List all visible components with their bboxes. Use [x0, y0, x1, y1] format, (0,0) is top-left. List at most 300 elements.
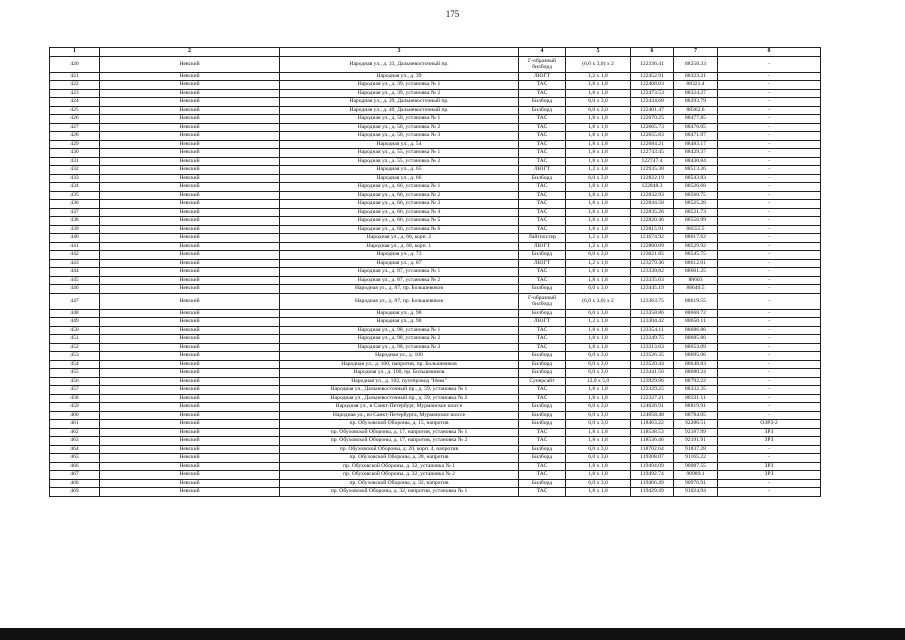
table-cell: Народная ул., д. 66, установка № 6: [280, 225, 519, 234]
table-cell: 123354.11: [631, 326, 674, 335]
table-cell: -: [718, 318, 821, 327]
table-cell: 88293.79: [674, 98, 718, 107]
table-cell: -: [718, 377, 821, 386]
table-cell: 1,8 х 1,8: [566, 115, 631, 124]
table-cell: пр. Обуховской Обороны, д. 28, напротив: [280, 454, 519, 463]
table-cell: ТАС: [519, 343, 566, 352]
table-cell: -: [718, 98, 821, 107]
table-cell: 1,8 х 1,8: [566, 157, 631, 166]
table-cell: 425: [50, 106, 100, 115]
table-cell: Билборд: [519, 411, 566, 420]
table-cell: Невский: [100, 251, 280, 260]
table-row: [50, 285, 821, 294]
table-cell: 88619.55: [674, 293, 718, 309]
table-cell: 1,2 х 1,8: [566, 318, 631, 327]
table-cell: Невский: [100, 242, 280, 251]
table-cell: Невский: [100, 479, 280, 488]
table-cell: Невский: [100, 462, 280, 471]
table-cell: -: [718, 479, 821, 488]
table-cell: 88653.09: [674, 343, 718, 352]
table-cell: 119492.74: [631, 471, 674, 480]
table-row: [50, 123, 821, 132]
table-cell: 88685.86: [674, 335, 718, 344]
table-cell: ТАС: [519, 394, 566, 403]
table-cell: 88513.26: [674, 166, 718, 175]
table-cell: 1,8 х 1,8: [566, 200, 631, 209]
table-cell: 121674.92: [631, 234, 674, 243]
table-cell: 434: [50, 183, 100, 192]
table-cell: Невский: [100, 115, 280, 124]
table-cell: 1,2 х 1,8: [566, 166, 631, 175]
table-cell: Народная ул., д. 98, установка № 2: [280, 335, 519, 344]
table-cell: 1,2 х 1,8: [566, 72, 631, 81]
table-cell: -: [718, 293, 821, 309]
table-cell: 123358.86: [631, 309, 674, 318]
table-cell: 122747.4: [631, 157, 674, 166]
table-cell: 122815.91: [631, 225, 674, 234]
table-cell: Невский: [100, 149, 280, 158]
table-row: [50, 208, 821, 217]
table-cell: 88792.22: [674, 377, 718, 386]
table-row: [50, 386, 821, 395]
table-cell: -: [718, 251, 821, 260]
table-cell: Народная ул., Дальневосточный пр., д. 59, установка № 1: [280, 386, 519, 395]
table-cell: Невский: [100, 200, 280, 209]
table-cell: -: [718, 89, 821, 98]
table-row: [50, 56, 821, 72]
table-cell: 88650.11: [674, 318, 718, 327]
table-row: [50, 166, 821, 175]
table-row: [50, 293, 821, 309]
table-row: [50, 89, 821, 98]
table-cell: 436: [50, 200, 100, 209]
table-row: [50, 81, 821, 90]
table-cell: пр. Обуховской Обороны, д. 15, напротив: [280, 420, 519, 429]
table-cell: Народная ул., д. 65: [280, 166, 519, 175]
table-cell: ЗРЗ: [718, 462, 821, 471]
table-cell: ТАС: [519, 276, 566, 285]
table-cell: 453: [50, 352, 100, 361]
table-cell: Невский: [100, 386, 280, 395]
table-cell: 123021.85: [631, 251, 674, 260]
table-cell: 88525.28: [674, 200, 718, 209]
scan-edge-bar: [0, 628, 905, 640]
table-cell: 90976.91: [674, 479, 718, 488]
table-cell: Невский: [100, 428, 280, 437]
table-cell: Невский: [100, 98, 280, 107]
table-cell: 6,0 х 3,0: [566, 369, 631, 378]
table-cell: 123929.96: [631, 377, 674, 386]
table-cell: 422: [50, 81, 100, 90]
table-cell: 88601.25: [674, 268, 718, 277]
table-cell: 6,0 х 3,0: [566, 285, 631, 294]
table-cell: 88556.99: [674, 217, 718, 226]
table-cell: 119466.49: [631, 479, 674, 488]
table-cell: Невский: [100, 352, 280, 361]
table-cell: -: [718, 234, 821, 243]
table-cell: Невский: [100, 259, 280, 268]
table-row: [50, 72, 821, 81]
table-cell: 91837.28: [674, 445, 718, 454]
table-cell: ЛЮГТ: [519, 166, 566, 175]
table-cell: 88529.92: [674, 242, 718, 251]
table-cell: Народная ул., д. 66: [280, 174, 519, 183]
table-cell: пр. Обуховской Обороны, д. 32, установка № 1: [280, 462, 519, 471]
table-cell: 122822.19: [631, 174, 674, 183]
table-cell: Народная ул., д. 55, установка № 2: [280, 157, 519, 166]
table-cell: Народная ул., д. 55, установка № 1: [280, 149, 519, 158]
table-cell: Народная ул., д. 39, установка № 2: [280, 89, 519, 98]
table-cell: Народная ул., д. 102, путепровод "Нева": [280, 377, 519, 386]
table-cell: Народная ул., из Санкт-Петербурга, Мурманское шоссе: [280, 411, 519, 420]
table-cell: 450: [50, 326, 100, 335]
table-cell: 431: [50, 157, 100, 166]
table-cell: 91165.22: [674, 454, 718, 463]
table-cell: Народная ул., д. 100, напротив, пр. Большевиков: [280, 360, 519, 369]
table-cell: Невский: [100, 394, 280, 403]
table-cell: 1,8 х 1,8: [566, 89, 631, 98]
table-cell: 122665.73: [631, 123, 674, 132]
table-cell: Билборд: [519, 369, 566, 378]
table-cell: -: [718, 56, 821, 72]
table-cell: ЛЮГТ: [519, 318, 566, 327]
table-cell: ТАС: [519, 149, 566, 158]
table-cell: пр. Обуховской Обороны, д. 32, напротив, установка № 1: [280, 488, 519, 497]
table-cell: Невский: [100, 454, 280, 463]
table-cell: 451: [50, 335, 100, 344]
table-cell: 1,8 х 1,8: [566, 437, 631, 446]
table-cell: Билборд: [519, 106, 566, 115]
table-cell: -: [718, 200, 821, 209]
table-cell: 122655.83: [631, 132, 674, 141]
table-cell: 1,8 х 1,8: [566, 208, 631, 217]
table-cell: Народная ул., д. 66, установка № 1: [280, 183, 519, 192]
table-cell: ТАС: [519, 326, 566, 335]
table-cell: 429: [50, 140, 100, 149]
table-cell: ТАС: [519, 89, 566, 98]
table-cell: Народная ул., д. 100, пр. Большевиков: [280, 369, 519, 378]
table-cell: Билборд: [519, 309, 566, 318]
table-cell: 1,8 х 1,8: [566, 335, 631, 344]
table-row: [50, 462, 821, 471]
column-header: 8: [718, 48, 821, 57]
table-cell: Невский: [100, 285, 280, 294]
table-header-row: [50, 48, 821, 57]
table-cell: 92187.99: [674, 428, 718, 437]
table-cell: Невский: [100, 420, 280, 429]
table-cell: 463: [50, 437, 100, 446]
table-cell: ТАС: [519, 462, 566, 471]
table-cell: ТАС: [519, 208, 566, 217]
table-cell: 88321.4: [674, 81, 718, 90]
table-cell: Невский: [100, 72, 280, 81]
table-row: [50, 242, 821, 251]
table-cell: Народная ул., д. 87, установка № 1: [280, 268, 519, 277]
table-cell: 118536.46: [631, 437, 674, 446]
table-cell: 90989.1: [674, 471, 718, 480]
table-cell: 427: [50, 123, 100, 132]
table-cell: Народная ул., д. 39, Дальневосточный пр.: [280, 98, 519, 107]
table-cell: Невский: [100, 183, 280, 192]
table-cell: -: [718, 225, 821, 234]
table-cell: 6,0 х 3,0: [566, 352, 631, 361]
column-header: 4: [519, 48, 566, 57]
table-cell: 123304.42: [631, 318, 674, 327]
table-cell: Народная ул., д. 68, корп. 1: [280, 242, 519, 251]
table-cell: ТАС: [519, 81, 566, 90]
table-cell: Невский: [100, 191, 280, 200]
table-cell: пр. Обуховской Обороны, д. 32, напротив: [280, 479, 519, 488]
table-row: [50, 445, 821, 454]
table-row: [50, 318, 821, 327]
table-cell: 1,8 х 1,8: [566, 326, 631, 335]
table-cell: пр. Обуховской Обороны, д. 17, напротив, установка № 2: [280, 437, 519, 446]
table-cell: 12,0 х 5,0: [566, 377, 631, 386]
table-cell: 439: [50, 225, 100, 234]
table-cell: -: [718, 335, 821, 344]
table-cell: 88017.62: [674, 234, 718, 243]
table-cell: Народная ул., д. 33, Дальневосточный пр.: [280, 56, 519, 72]
table-cell: 118463.22: [631, 420, 674, 429]
table-cell: Невский: [100, 123, 280, 132]
table-cell: Народная ул., д. 98, установка № 1: [280, 326, 519, 335]
table-row: [50, 140, 821, 149]
table-cell: Народная ул., в Санкт-Петербург, Мурманское шоссе: [280, 403, 519, 412]
table-cell: 6,0 х 3,0: [566, 479, 631, 488]
table-cell: -: [718, 386, 821, 395]
table-row: [50, 225, 821, 234]
table-cell: 88477.85: [674, 115, 718, 124]
table-cell: 88258.33: [674, 56, 718, 72]
table-row: [50, 326, 821, 335]
table-body: [50, 56, 821, 496]
table-cell: 6,0 х 3,0: [566, 106, 631, 115]
table-cell: 438: [50, 217, 100, 226]
table-cell: 88331.11: [674, 394, 718, 403]
table-row: [50, 115, 821, 124]
table-cell: 1,2 х 1,8: [566, 234, 631, 243]
page-number: 175: [445, 9, 460, 19]
table-cell: Народная ул., д. 39, установка № 1: [280, 81, 519, 90]
table-cell: 122452.91: [631, 72, 674, 81]
table-cell: Народная ул., д. 66, установка № 5: [280, 217, 519, 226]
table-cell: 6,0 х 3,0: [566, 411, 631, 420]
table-cell: 122401.47: [631, 106, 674, 115]
table-cell: 118538.53: [631, 428, 674, 437]
table-cell: 449: [50, 318, 100, 327]
table-cell: Билборд: [519, 454, 566, 463]
table-cell: Невский: [100, 377, 280, 386]
table-cell: 435: [50, 191, 100, 200]
table-cell: Невский: [100, 208, 280, 217]
table-cell: Невский: [100, 89, 280, 98]
table-cell: 123363.75: [631, 293, 674, 309]
table-cell: -: [718, 454, 821, 463]
table-cell: ЗРЗ: [718, 471, 821, 480]
table-cell: 445: [50, 276, 100, 285]
table-cell: -: [718, 106, 821, 115]
table-row: [50, 191, 821, 200]
table-cell: -: [718, 285, 821, 294]
table-cell: -: [718, 326, 821, 335]
table-cell: Народная ул., д. 66, установка № 4: [280, 208, 519, 217]
table-cell: 444: [50, 268, 100, 277]
table-cell: 88430.84: [674, 157, 718, 166]
table-cell: -: [718, 445, 821, 454]
table-cell: Народная ул., д. 39: [280, 72, 519, 81]
table-row: [50, 149, 821, 158]
table-cell: Билборд: [519, 479, 566, 488]
table-cell: ТАС: [519, 437, 566, 446]
table-cell: 123313.63: [631, 343, 674, 352]
table-cell: ТАС: [519, 200, 566, 209]
table-cell: 122329.25: [631, 386, 674, 395]
table-cell: 122820.46: [631, 217, 674, 226]
table-cell: Билборд: [519, 98, 566, 107]
table-cell: 446: [50, 285, 100, 294]
table-cell: 6,0 х 3,0: [566, 309, 631, 318]
table-cell: Народная ул., д. 87, установка № 2: [280, 276, 519, 285]
table-cell: 88648.83: [674, 360, 718, 369]
table-cell: 88560.75: [674, 191, 718, 200]
table-row: [50, 471, 821, 480]
table-cell: ТАС: [519, 225, 566, 234]
table-row: [50, 488, 821, 497]
table-cell: 6,0 х 3,0: [566, 420, 631, 429]
table-cell: 441: [50, 242, 100, 251]
table-cell: 6,0 х 3,0: [566, 445, 631, 454]
table-cell: -: [718, 488, 821, 497]
table-cell: ТАС: [519, 140, 566, 149]
table-row: [50, 428, 821, 437]
table-cell: Народная ул., д. 50, установка № 2: [280, 123, 519, 132]
table-cell: Невский: [100, 360, 280, 369]
table-cell: ТАС: [519, 132, 566, 141]
table-cell: 88555.5: [674, 225, 718, 234]
table-cell: ТАС: [519, 157, 566, 166]
table-cell: пр. Обуховской Обороны, д. 32, установка № 2: [280, 471, 519, 480]
table-cell: 123330.82: [631, 268, 674, 277]
table-cell: 122848.3: [631, 183, 674, 192]
table-cell: -: [718, 140, 821, 149]
table-cell: Невский: [100, 343, 280, 352]
table-row: [50, 335, 821, 344]
table-cell: 88784.05: [674, 411, 718, 420]
table-cell: 122844.58: [631, 200, 674, 209]
table-cell: пр. Обуховской Обороны, д. 17, напротив, установка № 1: [280, 428, 519, 437]
table-cell: 90987.55: [674, 462, 718, 471]
table-cell: Народная ул., д. 87, пр. Большевиков: [280, 293, 519, 309]
table-cell: Билборд: [519, 420, 566, 429]
table-cell: ЗРЗ: [718, 428, 821, 437]
column-header: 1: [50, 48, 100, 57]
table-cell: -: [718, 242, 821, 251]
table-cell: 123441.56: [631, 369, 674, 378]
table-cell: 6,0 х 3,0: [566, 403, 631, 412]
table-cell: 1,8 х 1,8: [566, 191, 631, 200]
table-cell: -: [718, 166, 821, 175]
table-cell: Народная ул., д. 66, установка № 2: [280, 191, 519, 200]
table-cell: 432: [50, 166, 100, 175]
table-cell: -: [718, 411, 821, 420]
table-cell: 1,8 х 1,8: [566, 81, 631, 90]
table-cell: ТАС: [519, 488, 566, 497]
table-cell: (6,0 х 3,0) х 2: [566, 293, 631, 309]
table-cell: 1,2 х 1,8: [566, 259, 631, 268]
table-cell: -: [718, 394, 821, 403]
table-cell: -: [718, 81, 821, 90]
table-cell: ТАС: [519, 268, 566, 277]
table-cell: 6,0 х 3,0: [566, 454, 631, 463]
table-cell: ЛЮГТ: [519, 242, 566, 251]
table-row: [50, 183, 821, 192]
table-cell: 452: [50, 343, 100, 352]
table-cell: 118702.64: [631, 445, 674, 454]
table-cell: -: [718, 174, 821, 183]
table-cell: 1,8 х 1,8: [566, 225, 631, 234]
table-cell: 122468.03: [631, 81, 674, 90]
table-cell: ЗРЗ: [718, 437, 821, 446]
table-row: [50, 403, 821, 412]
table-cell: 1,8 х 1,8: [566, 386, 631, 395]
table-cell: Невский: [100, 369, 280, 378]
table-cell: Невский: [100, 411, 280, 420]
table-cell: пр. Обуховской Обороны, д. 20, корп. 4, напротив: [280, 445, 519, 454]
table-cell: 6,0 х 3,0: [566, 174, 631, 183]
table-cell: 1,8 х 1,8: [566, 428, 631, 437]
table-cell: 448: [50, 309, 100, 318]
table-cell: -: [718, 157, 821, 166]
table-cell: 88521.73: [674, 208, 718, 217]
table-cell: 459: [50, 403, 100, 412]
table-row: [50, 352, 821, 361]
table-cell: Билборд: [519, 403, 566, 412]
table-cell: 88476.05: [674, 123, 718, 132]
table-cell: 88332.35: [674, 386, 718, 395]
table-cell: Невский: [100, 166, 280, 175]
table-cell: -: [718, 309, 821, 318]
table-row: [50, 106, 821, 115]
table-cell: Народная ул., Дальневосточный пр., д. 59, установка № 2: [280, 394, 519, 403]
table-cell: 88695.06: [674, 352, 718, 361]
table-cell: 88526.68: [674, 183, 718, 192]
table-cell: Невский: [100, 437, 280, 446]
table-cell: 88668.72: [674, 309, 718, 318]
table-cell: 122860.09: [631, 242, 674, 251]
table-cell: ЛЮГТ: [519, 259, 566, 268]
table-cell: Народная ул., д. 66, корп. 2: [280, 234, 519, 243]
table-cell: Народная ул., д. 54: [280, 140, 519, 149]
table-cell: 122473.53: [631, 89, 674, 98]
table-cell: 123526.35: [631, 352, 674, 361]
table-cell: Невский: [100, 157, 280, 166]
table-cell: 433: [50, 174, 100, 183]
table-cell: 122670.25: [631, 115, 674, 124]
table-cell: Билборд: [519, 360, 566, 369]
table-cell: 88471.97: [674, 132, 718, 141]
table-cell: 467: [50, 471, 100, 480]
table-cell: Народная ул., д. 73: [280, 251, 519, 260]
table-cell: -: [718, 259, 821, 268]
table-cell: Народная ул., д. 87, пр. Большевиков: [280, 285, 519, 294]
table-cell: -: [718, 268, 821, 277]
table-cell: -: [718, 123, 821, 132]
table-cell: 88543.83: [674, 174, 718, 183]
table-row: [50, 98, 821, 107]
table-row: [50, 411, 821, 420]
table-cell: 426: [50, 115, 100, 124]
table-cell: 420: [50, 56, 100, 72]
